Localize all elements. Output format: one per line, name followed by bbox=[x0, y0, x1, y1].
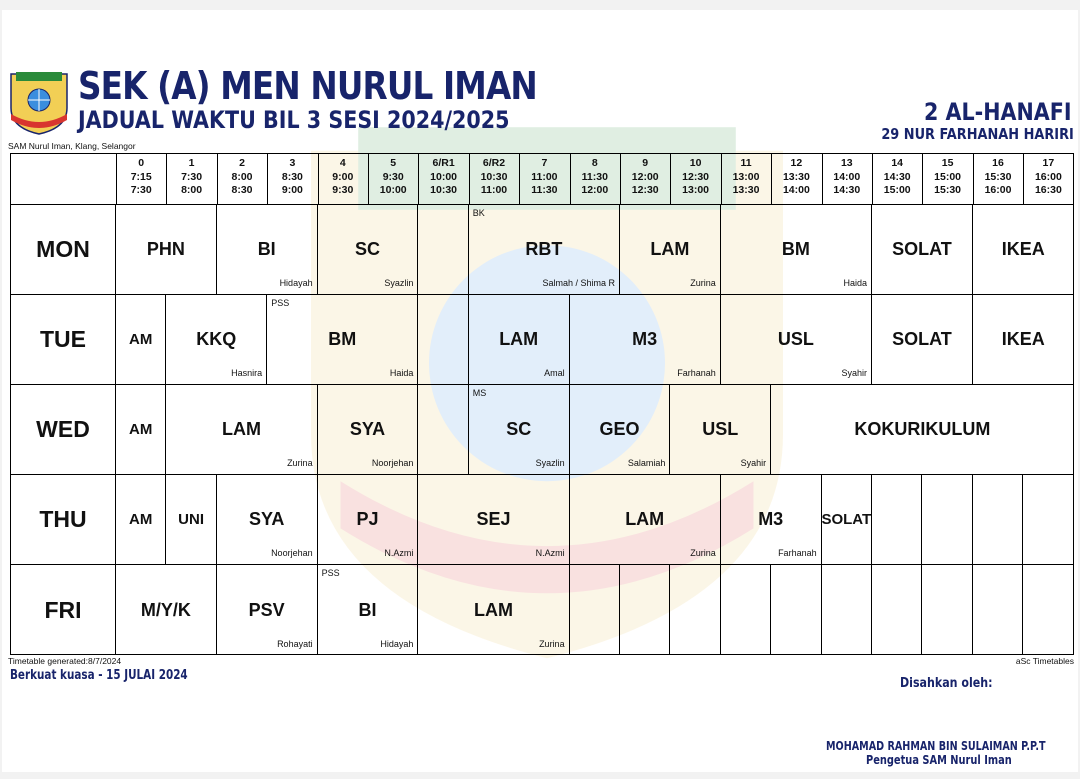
timetable-cell[interactable] bbox=[822, 475, 872, 564]
period-start: 11:00 bbox=[531, 170, 558, 183]
period-end: 15:30 bbox=[934, 184, 962, 196]
period-end: 7:30 bbox=[130, 184, 152, 196]
period-end: 14:00 bbox=[782, 184, 810, 196]
period-number: 9 bbox=[642, 157, 649, 169]
school-address: SAM Nurul Iman, Klang, Selangor bbox=[8, 141, 136, 151]
timetable-cell[interactable] bbox=[116, 565, 217, 655]
empty-cell[interactable] bbox=[418, 295, 468, 384]
day-label: TUE bbox=[11, 295, 116, 384]
period-header bbox=[166, 157, 216, 198]
empty-cell[interactable] bbox=[418, 385, 468, 474]
subject-code: PJ bbox=[356, 509, 379, 529]
timetable-cell[interactable] bbox=[418, 475, 569, 564]
day-label: FRI bbox=[11, 565, 116, 655]
timetable-cell[interactable] bbox=[469, 295, 570, 384]
period-end: 8:00 bbox=[181, 184, 203, 196]
empty-cell[interactable] bbox=[418, 205, 468, 294]
subject-code: LAM bbox=[221, 419, 261, 439]
period-start: 7:30 bbox=[181, 170, 203, 183]
subject-code: SOLAT bbox=[892, 329, 952, 349]
period-end: 9:00 bbox=[281, 184, 303, 196]
subject-code: BI bbox=[358, 599, 377, 620]
class-teacher: 29 NUR FARHANAH HARIRI bbox=[881, 125, 1074, 143]
timetable-cell[interactable] bbox=[166, 475, 216, 564]
teacher-name: Noorjehan bbox=[271, 548, 313, 558]
period-end: 11:00 bbox=[480, 184, 508, 196]
timetable-cell[interactable] bbox=[570, 475, 721, 564]
empty-cell[interactable] bbox=[620, 565, 670, 655]
period-start: 14:00 bbox=[833, 170, 861, 183]
timetable-cell[interactable] bbox=[570, 295, 721, 384]
teacher-name: Syahir bbox=[740, 458, 767, 468]
timetable-cell[interactable] bbox=[570, 385, 671, 474]
timetable-cell[interactable] bbox=[318, 475, 419, 564]
teacher-name: N.Azmi bbox=[535, 548, 565, 558]
period-header bbox=[267, 157, 317, 198]
period-end: 16:30 bbox=[1034, 184, 1062, 196]
day-label: MON bbox=[11, 205, 116, 294]
period-header bbox=[620, 157, 670, 198]
period-header bbox=[368, 157, 418, 198]
period-header bbox=[469, 157, 519, 198]
subject-code: RBT bbox=[525, 239, 563, 259]
day-label: WED bbox=[11, 385, 116, 474]
teacher-name: Syahir bbox=[841, 368, 867, 378]
period-start: 10:30 bbox=[480, 170, 508, 183]
timetable-cell[interactable] bbox=[116, 205, 217, 294]
room-code: PSS bbox=[321, 568, 340, 578]
period-header bbox=[872, 157, 922, 198]
day-row-tue bbox=[11, 295, 1073, 385]
period-start: 15:30 bbox=[984, 170, 1012, 183]
empty-cell[interactable] bbox=[973, 475, 1023, 564]
period-number: 15 bbox=[941, 157, 954, 169]
empty-cell[interactable] bbox=[771, 565, 821, 655]
timetable-cell[interactable] bbox=[318, 205, 419, 294]
teacher-name: Hidayah bbox=[279, 278, 313, 288]
subject-code: SOLAT bbox=[892, 239, 952, 259]
subject-code: SEJ bbox=[476, 509, 511, 529]
period-start: 10:00 bbox=[430, 170, 458, 183]
teacher-name: Syazlin bbox=[384, 278, 414, 288]
room-code: BK bbox=[472, 208, 485, 218]
subject-code: PHN bbox=[146, 239, 185, 259]
subject-code: BI bbox=[257, 239, 276, 259]
teacher-name: Salmah / Shima R bbox=[542, 278, 615, 288]
period-header bbox=[1023, 157, 1073, 198]
period-number: 7 bbox=[541, 157, 548, 169]
period-number: 6/R2 bbox=[482, 157, 506, 169]
period-header bbox=[318, 157, 368, 198]
period-number: 3 bbox=[289, 157, 296, 169]
timetable-cell[interactable] bbox=[116, 475, 166, 564]
period-header bbox=[771, 157, 821, 198]
timetable-cell[interactable] bbox=[872, 205, 973, 294]
school-title: SEK (A) MEN NURUL IMAN bbox=[78, 64, 537, 108]
period-number: 17 bbox=[1042, 157, 1055, 169]
period-number: 10 bbox=[689, 157, 702, 169]
subject-code: AM bbox=[129, 511, 153, 528]
period-number: 14 bbox=[891, 157, 904, 169]
empty-cell[interactable] bbox=[872, 475, 922, 564]
period-header bbox=[721, 157, 771, 198]
period-start: 12:30 bbox=[682, 170, 710, 183]
period-number: 6/R1 bbox=[432, 157, 455, 169]
period-start: 8:00 bbox=[231, 170, 253, 183]
subject-code: AM bbox=[129, 421, 153, 438]
period-end: 10:30 bbox=[430, 184, 458, 196]
subject-code: AM bbox=[129, 331, 153, 348]
empty-cell[interactable] bbox=[822, 565, 872, 655]
timetable-cell[interactable] bbox=[116, 295, 166, 384]
subject-code: UNI bbox=[178, 511, 204, 528]
timetable-subtitle: JADUAL WAKTU BIL 3 SESI 2024/2025 bbox=[78, 106, 510, 134]
timetable-cell[interactable] bbox=[418, 565, 569, 655]
timetable-cell[interactable] bbox=[267, 295, 418, 384]
effective-date: Berkuat kuasa - 15 JULAI 2024 bbox=[10, 668, 188, 683]
teacher-name: Zurina bbox=[539, 639, 565, 649]
period-number: 8 bbox=[591, 157, 598, 169]
subject-code: USL bbox=[702, 419, 739, 439]
period-start: 7:15 bbox=[130, 170, 152, 183]
teacher-name: Syazlin bbox=[535, 458, 565, 468]
timetable-cell[interactable] bbox=[721, 475, 822, 564]
period-header-row bbox=[11, 154, 1073, 205]
subject-code: BM bbox=[781, 239, 810, 259]
period-start: 15:00 bbox=[934, 170, 962, 183]
timetable-cell[interactable] bbox=[166, 295, 267, 384]
empty-cell[interactable] bbox=[922, 475, 972, 564]
period-end: 8:30 bbox=[231, 184, 253, 196]
day-label: THU bbox=[11, 475, 116, 564]
teacher-name: N.Azmi bbox=[384, 548, 414, 558]
timetable-cell[interactable] bbox=[318, 565, 419, 655]
period-end: 10:00 bbox=[379, 184, 407, 196]
subject-code: SOLAT bbox=[821, 511, 872, 528]
principal-name: MOHAMAD RAHMAN BIN SULAIMAN P.P.T bbox=[826, 739, 1046, 753]
subject-code: SC bbox=[354, 239, 380, 259]
period-end: 14:30 bbox=[833, 184, 861, 196]
period-header bbox=[519, 157, 569, 198]
period-start: 13:00 bbox=[732, 170, 760, 183]
empty-cell[interactable] bbox=[570, 565, 620, 655]
subject-code: LAM bbox=[625, 509, 665, 529]
teacher-name: Hidayah bbox=[380, 639, 414, 649]
teacher-name: Rohayati bbox=[277, 639, 313, 649]
subject-code: SC bbox=[506, 419, 532, 439]
period-header bbox=[418, 157, 468, 198]
approved-by-label: Disahkan oleh: bbox=[900, 676, 993, 691]
period-number: 13 bbox=[840, 157, 853, 169]
period-end: 9:30 bbox=[332, 184, 354, 196]
empty-cell[interactable] bbox=[670, 565, 720, 655]
day-row-fri bbox=[11, 565, 1073, 655]
period-start: 14:30 bbox=[883, 170, 911, 183]
timetable-cell[interactable] bbox=[217, 565, 318, 655]
period-number: 0 bbox=[138, 157, 145, 169]
room-code: MS bbox=[472, 388, 487, 398]
period-number: 11 bbox=[740, 157, 752, 169]
timetable-cell[interactable] bbox=[469, 385, 570, 474]
timetable-cell[interactable] bbox=[721, 295, 872, 384]
day-row-thu bbox=[11, 475, 1073, 565]
timetable-cell[interactable] bbox=[116, 385, 166, 474]
period-header bbox=[116, 157, 166, 198]
teacher-name: Salamiah bbox=[627, 458, 666, 468]
period-end: 16:00 bbox=[984, 184, 1012, 196]
teacher-name: Farhanah bbox=[778, 548, 817, 558]
timetable-cell[interactable] bbox=[217, 475, 318, 564]
subject-code: IKEA bbox=[1001, 239, 1045, 259]
day-row-wed bbox=[11, 385, 1073, 475]
period-header bbox=[973, 157, 1023, 198]
teacher-name: Farhanah bbox=[677, 368, 716, 378]
room-code: PSS bbox=[271, 298, 290, 308]
period-start: 9:00 bbox=[332, 170, 354, 183]
timetable-cell[interactable] bbox=[620, 205, 721, 294]
subject-code: SYA bbox=[349, 419, 386, 439]
subject-code: PSV bbox=[248, 599, 285, 620]
subject-code: M3 bbox=[758, 509, 784, 529]
period-end: 15:00 bbox=[883, 184, 911, 196]
subject-code: GEO bbox=[599, 419, 640, 439]
timetable-cell[interactable] bbox=[973, 205, 1074, 294]
period-header bbox=[570, 157, 620, 198]
subject-code: KKQ bbox=[196, 329, 237, 349]
class-name: 2 AL-HANAFI bbox=[924, 98, 1072, 126]
teacher-name: Hasnira bbox=[231, 368, 263, 378]
empty-cell[interactable] bbox=[721, 565, 771, 655]
teacher-name: Amal bbox=[544, 368, 565, 378]
period-start: 11:30 bbox=[581, 170, 608, 183]
period-number: 5 bbox=[390, 157, 397, 169]
subject-code: KOKURIKULUM bbox=[854, 419, 991, 439]
period-number: 4 bbox=[339, 157, 346, 169]
teacher-name: Zurina bbox=[287, 458, 313, 468]
period-end: 12:00 bbox=[581, 184, 609, 196]
period-start: 16:00 bbox=[1034, 170, 1062, 183]
period-header bbox=[822, 157, 872, 198]
period-header bbox=[670, 157, 720, 198]
empty-cell[interactable] bbox=[922, 565, 972, 655]
timetable-cell[interactable] bbox=[771, 385, 1073, 474]
period-start: 9:30 bbox=[382, 170, 404, 183]
subject-code: LAM bbox=[499, 329, 539, 349]
empty-cell[interactable] bbox=[973, 565, 1023, 655]
timetable-cell[interactable] bbox=[166, 385, 317, 474]
subject-code: M3 bbox=[632, 329, 658, 349]
timetable-grid bbox=[10, 153, 1074, 655]
timetable-cell[interactable] bbox=[670, 385, 771, 474]
timetable-cell[interactable] bbox=[217, 205, 318, 294]
timetable-cell[interactable] bbox=[469, 205, 620, 294]
empty-cell[interactable] bbox=[872, 565, 922, 655]
subject-code: IKEA bbox=[1001, 329, 1045, 349]
subject-code: LAM bbox=[650, 239, 690, 259]
subject-code: M/Y/K bbox=[140, 599, 191, 620]
period-end: 13:30 bbox=[732, 184, 760, 196]
subject-code: LAM bbox=[473, 599, 513, 620]
teacher-name: Noorjehan bbox=[371, 458, 414, 468]
teacher-name: Haida bbox=[843, 278, 867, 288]
software-credit: aSc Timetables bbox=[1015, 656, 1074, 666]
generated-date: Timetable generated:8/7/2024 bbox=[8, 656, 122, 666]
subject-code: SYA bbox=[249, 509, 285, 529]
school-crest-icon bbox=[8, 70, 70, 136]
period-number: 2 bbox=[239, 157, 245, 169]
timetable-cell[interactable] bbox=[318, 385, 419, 474]
period-header bbox=[217, 157, 267, 198]
subject-code: USL bbox=[777, 329, 814, 349]
period-header bbox=[922, 157, 972, 198]
period-end: 11:30 bbox=[531, 184, 558, 196]
period-number: 1 bbox=[188, 157, 195, 169]
principal-title: Pengetua SAM Nurul Iman bbox=[866, 753, 1012, 767]
teacher-name: Zurina bbox=[690, 548, 716, 558]
period-end: 13:00 bbox=[682, 184, 710, 196]
teacher-name: Zurina bbox=[690, 278, 716, 288]
period-number: 12 bbox=[790, 157, 803, 169]
period-end: 12:30 bbox=[631, 184, 659, 196]
period-start: 8:30 bbox=[281, 170, 303, 183]
teacher-name: Haida bbox=[389, 368, 414, 378]
day-row-mon bbox=[11, 205, 1073, 295]
period-start: 12:00 bbox=[631, 170, 659, 183]
subject-code: BM bbox=[328, 329, 357, 349]
period-start: 13:30 bbox=[782, 170, 810, 183]
timetable-cell[interactable] bbox=[973, 295, 1074, 384]
timetable-cell[interactable] bbox=[721, 205, 872, 294]
timetable-cell[interactable] bbox=[872, 295, 973, 384]
period-number: 16 bbox=[992, 157, 1004, 169]
